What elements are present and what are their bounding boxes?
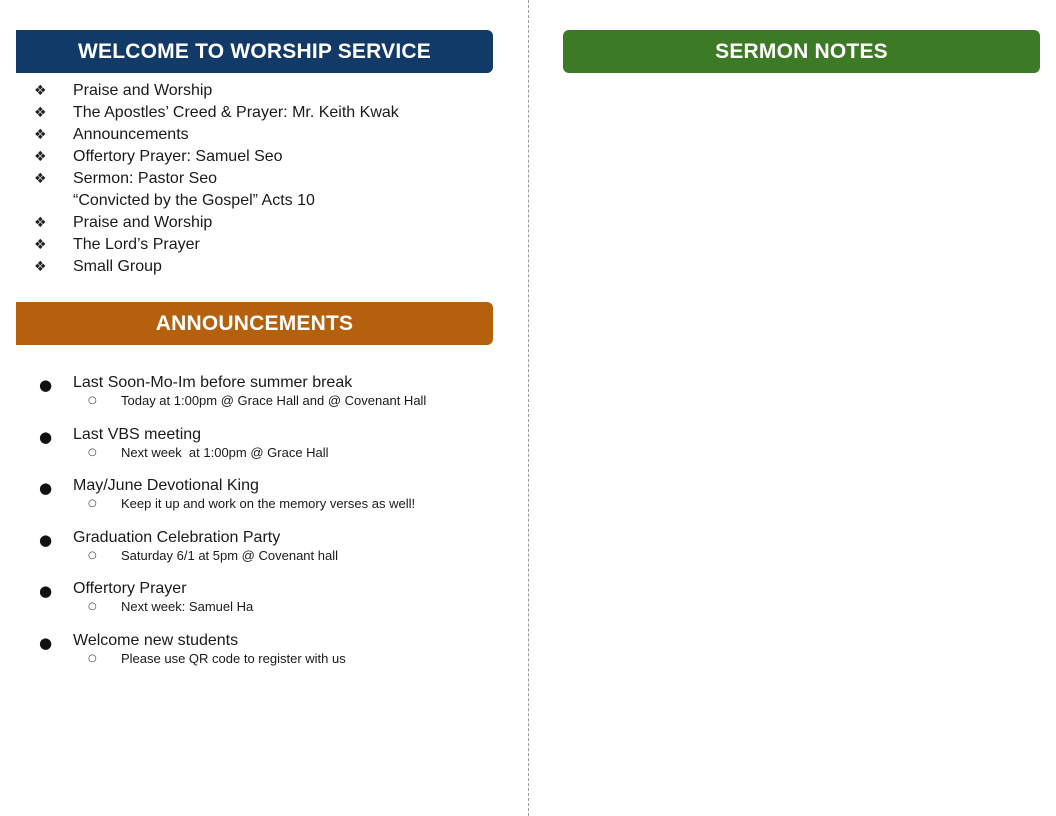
announcement-item <box>0 372 520 424</box>
order-item <box>0 212 520 234</box>
announcement-title: Graduation Celebration Party <box>73 528 281 546</box>
order-item <box>0 168 520 190</box>
order-item-text: The Apostles’ Creed & Prayer: Mr. Keith Kwak <box>73 104 399 121</box>
circle-bullet-icon: ○ <box>88 446 97 458</box>
announcement-item <box>0 424 520 476</box>
circle-bullet-icon: ○ <box>88 498 97 510</box>
announcement-title: Offertory Prayer <box>73 580 187 598</box>
order-of-service-list <box>0 80 520 278</box>
order-item-continuation <box>0 190 520 212</box>
circle-bullet-icon: ○ <box>88 395 97 406</box>
diamond-bullet-icon: ❖ <box>34 83 47 99</box>
order-item <box>0 146 520 168</box>
announcement-detail: Keep it up and work on the memory verses as well! <box>121 496 416 512</box>
diamond-bullet-icon: ❖ <box>34 215 47 231</box>
announcement-detail: Saturday 6/1 at 5pm @ Covenant hall <box>121 547 338 563</box>
bullet-icon: ● <box>39 427 53 446</box>
announcement-detail: Today at 1:00pm @ Grace Hall and @ Covenant Hall <box>121 393 427 408</box>
welcome-banner <box>16 30 493 73</box>
sermon-notes-title: SERMON NOTES <box>715 39 888 63</box>
diamond-bullet-icon: ❖ <box>34 105 47 121</box>
announcement-title: Last VBS meeting <box>73 425 202 443</box>
bullet-icon: ● <box>39 633 53 652</box>
sermon-title-text: “Convicted by the Gospel” Acts 10 <box>73 192 315 209</box>
diamond-bullet-icon: ❖ <box>34 127 47 143</box>
announcement-item <box>0 630 520 682</box>
announcement-item <box>0 578 520 630</box>
order-item-text: Announcements <box>73 126 189 143</box>
announcements-title: ANNOUNCEMENTS <box>155 311 354 335</box>
announcement-item <box>0 475 520 527</box>
order-item <box>0 102 520 124</box>
diamond-bullet-icon: ❖ <box>34 237 47 253</box>
announcement-detail: Please use QR code to register with us <box>121 650 346 666</box>
order-item-text: Praise and Worship <box>73 214 213 231</box>
diamond-bullet-icon: ❖ <box>34 149 47 165</box>
announcement-detail: Next week: Samuel Ha <box>121 599 254 615</box>
bullet-icon: ● <box>39 530 53 549</box>
announcements-banner <box>16 302 493 345</box>
sermon-notes-banner <box>563 30 1040 73</box>
order-item <box>0 256 520 278</box>
announcement-title: May/June Devotional King <box>73 477 259 495</box>
order-item-text: Praise and Worship <box>73 82 213 99</box>
order-item-text: The Lord’s Prayer <box>73 236 200 253</box>
circle-bullet-icon: ○ <box>88 549 97 561</box>
order-item <box>0 234 520 256</box>
circle-bullet-icon: ○ <box>88 652 97 664</box>
order-item-text: Offertory Prayer: Samuel Seo <box>73 148 283 165</box>
circle-bullet-icon: ○ <box>88 601 97 613</box>
diamond-bullet-icon: ❖ <box>34 259 47 275</box>
fold-divider <box>528 0 529 816</box>
announcement-detail: Next week at 1:00pm @ Grace Hall <box>121 444 329 460</box>
diamond-bullet-icon: ❖ <box>34 171 47 187</box>
bullet-icon: ● <box>39 376 53 394</box>
bullet-icon: ● <box>39 479 53 498</box>
announcement-title: Last Soon-Mo-Im before summer break <box>73 374 353 391</box>
order-item <box>0 80 520 102</box>
order-item <box>0 124 520 146</box>
welcome-title: WELCOME TO WORSHIP SERVICE <box>78 39 431 63</box>
announcement-title: Welcome new students <box>73 631 239 649</box>
announcements-list <box>0 372 520 682</box>
announcement-item <box>0 527 520 579</box>
order-item-text: Sermon: Pastor Seo <box>73 170 218 187</box>
order-item-text: Small Group <box>73 258 162 275</box>
bullet-icon: ● <box>39 582 53 601</box>
